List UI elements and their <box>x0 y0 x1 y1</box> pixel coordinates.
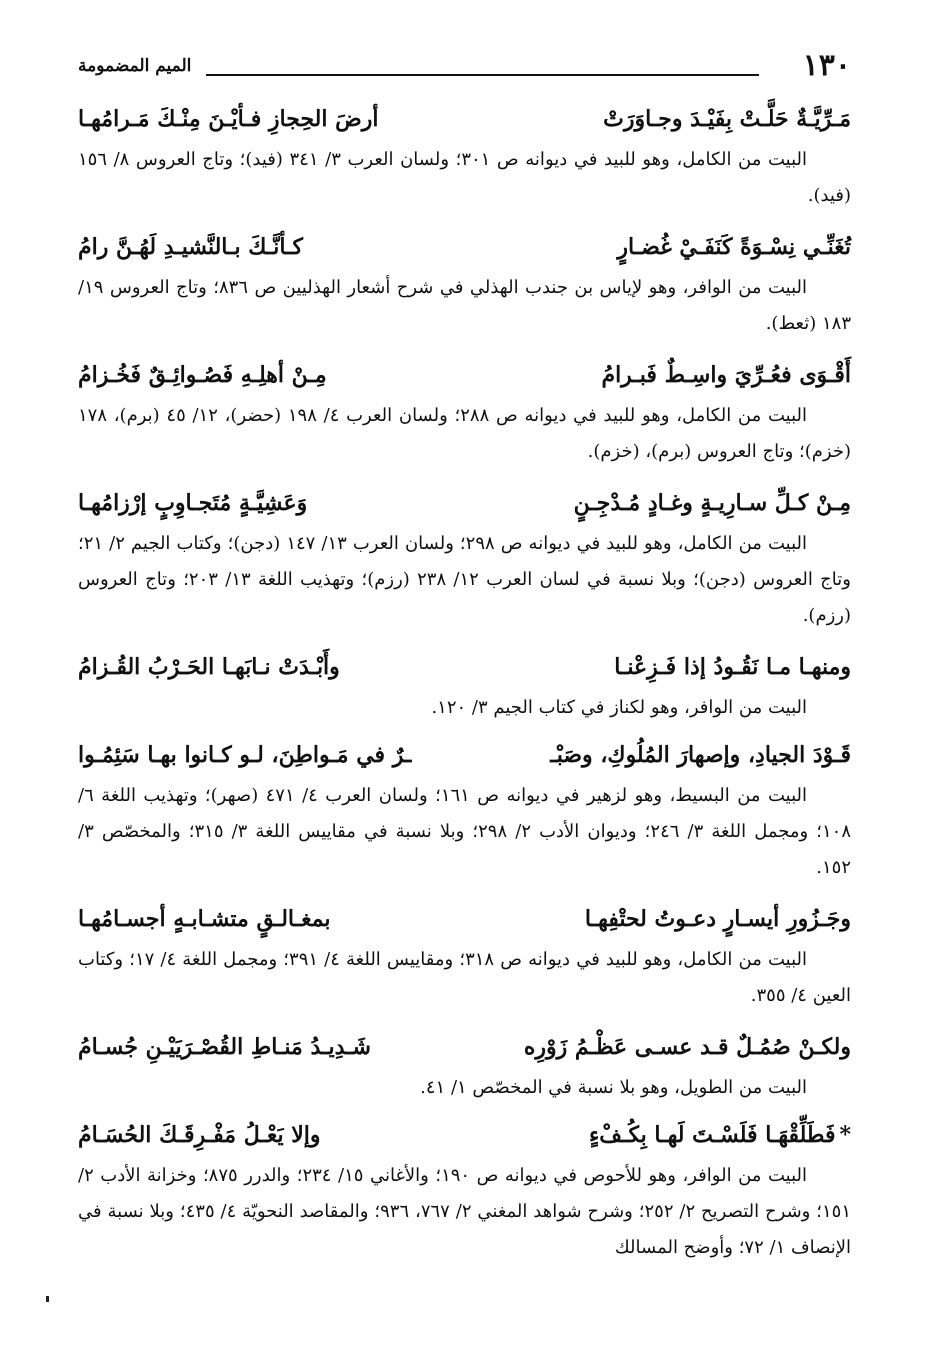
verse-second-hemistich: ـرٌ في مَـواطِنَ، لـو كـانوا بهـا سَئِمُـوا <box>78 742 412 768</box>
verse-note: البيت من الطويل، وهو بلا نسبة في المخصّص ١/ ٤١. <box>420 1077 807 1098</box>
verse-second-hemistich: شَـدِيـدُ مَنـاطِ القُصْـرَيَيْـنِ جُسـامُ <box>78 1034 371 1060</box>
verse <box>78 1024 851 1070</box>
verse-note: البيت من الكامل، وهو للبيد في ديوانه ص ٣٠١؛ ولسان العرب ٣/ ٣٤١ (فيد)؛ وتاج العروس ٨/ ١٥٦ (فيد). <box>78 149 851 206</box>
verse-note: البيت من البسيط، وهو لزهير في ديوانه ص ١٦١؛ ولسان العرب ٤/ ٤٧١ (صهر)؛ وتهذيب اللغة ٦/ ١٠٨؛ ومجمل اللغة ٣/ ٢٤٦؛ وديوان الأدب ٢/ ٢٩٨؛ وبلا نسبة في مقاييس اللغة ٣/ ٣١٥؛ والمخصّص ٣/ ١٥٢. <box>78 785 852 878</box>
header-rule <box>206 74 759 76</box>
verse <box>78 644 851 690</box>
verse <box>78 480 851 526</box>
verse-second-hemistich: كـأنَّـكَ بـالنَّشيـدِ لَهُـنَّ رامُ <box>78 234 303 260</box>
verse-note: البيت من الوافر، وهو لكناز في كتاب الجيم ٣/ ١٢٠. <box>431 697 807 718</box>
verse-second-hemistich: بمغـالـقٍ متشـابـهٍ أجسـامُهـا <box>78 906 331 932</box>
verse-first-hemistich: مِـنْ كـلِّ سـارِيـةٍ وغـادٍ مُـدْجِـنٍ <box>573 490 851 516</box>
verse <box>78 896 851 942</box>
verse-first-hemistich: تُغَنِّـي نِسْـوَةً كَنَفَـيْ غُضـارٍ <box>617 234 851 260</box>
verse-first-hemistich: ومنهـا مـا نَقُـودُ إذا فَـزِعْنـا <box>614 654 851 680</box>
verse-first-hemistich: أَقْـوَى فعُـرِّيَ واسِـطٌ فَبـرامُ <box>601 362 851 388</box>
verse <box>78 1112 851 1158</box>
verse-note: البيت من الوافر، وهو للأحوص في ديوانه ص ١٩٠؛ والأغاني ١٥/ ٢٣٤؛ والدرر ٨٧٥؛ وخزانة الأدب ٢/ ١٥١؛ وشرح التصريح ٢/ ٢٥٢؛ وشرح شواهد المغني ٢/ ٧٦٧، ٩٣٦؛ والمقاصد النحويّة ٤/ ٤٣٥؛ وبلا نسبة في الإنصاف ١/ ٧٢؛ وأوضح المسالك <box>78 1165 851 1258</box>
verse-second-hemistich: مِـنْ أهلِـهِ فَصُـوائِـقٌ فَخُـزامُ <box>78 362 327 388</box>
verse-first-hemistich: ولكـنْ صُمُـلٌ قـد عسـى عَظْـمُ زَوْرِه <box>523 1034 851 1060</box>
verse-second-hemistich: أرضَ الحِجازِ فـأيْـنَ مِنْـكَ مَـرامُهـا <box>78 106 379 132</box>
section-title: الميم المضمومة <box>78 56 192 76</box>
margin-mark <box>46 1296 49 1302</box>
verse-first-hemistich-text: فَطَلِّقْهَـا فَلَسْـتَ لَهـا بِكُـفْءٍ <box>588 1122 836 1148</box>
page-content <box>78 96 851 1276</box>
verse-note: البيت من الكامل، وهو للبيد في ديوانه ص ٣١٨؛ ومقاييس اللغة ٤/ ٣٩١؛ ومجمل اللغة ٤/ ١٧؛ وكتاب العين ٤/ ٣٥٥. <box>78 949 851 1006</box>
verse-note: البيت من الكامل، وهو للبيد في ديوانه ص ٢٨٨؛ ولسان العرب ٤/ ١٩٨ (حضر)، ١٢/ ٤٥ (برم)، ١٧٨ (خزم)؛ وتاج العروس (برم)، (خزم). <box>78 405 851 462</box>
page-number: ١٣٠ <box>802 48 851 83</box>
verse <box>78 732 851 778</box>
verse-first-hemistich: وجَـزُورِ أيسـارٍ دعـوتُ لحتْفِهـا <box>584 906 851 932</box>
verse-second-hemistich: وإلا يَعْـلُ مَفْـرِقَـكَ الحُسَـامُ <box>78 1122 321 1148</box>
verse-first-hemistich <box>589 1122 851 1148</box>
verse <box>78 96 851 142</box>
star-marker: * <box>839 1122 851 1148</box>
verse-second-hemistich: وَعَشِيَّـةٍ مُتَجـاوِبٍ إرْزامُهـا <box>78 490 308 516</box>
verse <box>78 352 851 398</box>
page-header <box>78 48 851 88</box>
verse-first-hemistich: قَـوْدَ الجيادِ، وإصهارَ المُلُوكِ، وصَبْـ <box>550 742 851 768</box>
verse-note: البيت من الكامل، وهو للبيد في ديوانه ص ٢٩٨؛ ولسان العرب ١٣/ ١٤٧ (دجن)؛ وكتاب الجيم ٢/ ٢١؛ وتاج العروس (دجن)؛ وبلا نسبة في لسان العرب ١٢/ ٢٣٨ (رزم)؛ وتهذيب اللغة ١٣/ ٢٠٣؛ وتاج العروس (رزم). <box>78 533 851 626</box>
verse <box>78 224 851 270</box>
verse-first-hemistich: مَـرِّيَّـةٌ حَلَّـتْ بِفَيْـدَ وجـاوَرَتْ <box>603 106 851 132</box>
verse-note: البيت من الوافر، وهو لإياس بن جندب الهذلي في شرح أشعار الهذليين ص ٨٣٦؛ وتاج العروس ١٩/ ١٨٣ (ثعط). <box>78 277 851 334</box>
verse-second-hemistich: وأَبْـدَتْ نـابَهـا الحَـرْبُ القُـزامُ <box>78 654 340 680</box>
